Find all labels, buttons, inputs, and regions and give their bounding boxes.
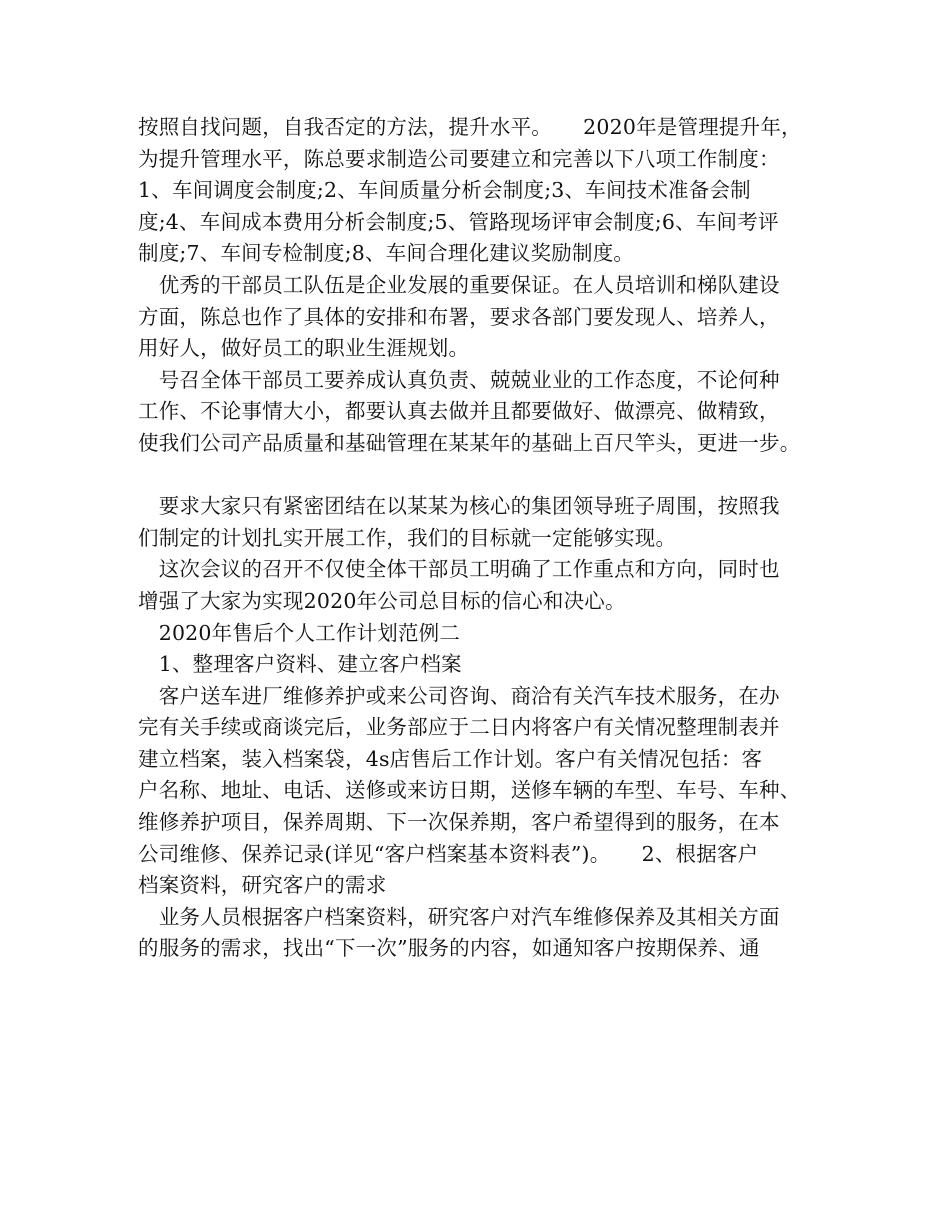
text-line: 为提升管理水平，陈总要求制造公司要建立和完善以下八项工作制度： xyxy=(138,146,780,171)
text-line: 档案资料，研究客户的需求 xyxy=(138,873,387,898)
text-line: 这次会议的召开不仅使全体干部员工明确了工作重点和方向，同时也 xyxy=(138,557,780,582)
text-line: 完有关手续或商谈完后，业务部应于二日内将客户有关情况整理制表并 xyxy=(138,715,780,740)
text-line: 建立档案，装入档案袋，4s店售后工作计划。客户有关情况包括：客 xyxy=(138,746,763,771)
text-line: 公司维修、保养记录(详见“客户档案基本资料表”)。 2、根据客户 xyxy=(138,841,759,866)
text-line: 用好人，做好员工的职业生涯规划。 xyxy=(138,336,470,361)
text-line: 号召全体干部员工要养成认真负责、兢兢业业的工作态度，不论何种 xyxy=(138,367,780,392)
text-line: 工作、不论事情大小，都要认真去做并且都要做好、做漂亮、做精致， xyxy=(138,399,780,424)
subsection-heading: 1、整理客户资料、建立客户档案 xyxy=(138,652,462,677)
blank-line xyxy=(138,460,838,492)
text-line: 方面，陈总也作了具体的安排和布署，要求各部门要发现人、培养人， xyxy=(138,304,780,329)
text-line: 1、车间调度会制度;2、车间质量分析会制度;3、车间技术准备会制 xyxy=(138,178,751,203)
text-line: 使我们公司产品质量和基础管理在某某年的基础上百尺竿头，更进一步。 xyxy=(138,430,801,455)
text-line: 增强了大家为实现2020年公司总目标的信心和决心。 xyxy=(138,588,626,613)
text-line: 要求大家只有紧密团结在以某某为核心的集团领导班子周围，按照我 xyxy=(138,494,780,519)
document-body xyxy=(138,112,838,965)
text-line: 客户送车进厂维修养护或来公司咨询、商洽有关汽车技术服务，在办 xyxy=(138,683,780,708)
text-line: 度;4、车间成本费用分析会制度;5、管路现场评审会制度;6、车间考评 xyxy=(138,209,779,234)
text-line: 们制定的计划扎实开展工作，我们的目标就一定能够实现。 xyxy=(138,525,677,550)
text-line: 户名称、地址、电话、送修或来访日期，送修车辆的车型、车号、车种、 xyxy=(138,778,801,803)
section-heading: 2020年售后个人工作计划范例二 xyxy=(138,620,461,645)
text-line: 业务人员根据客户档案资料，研究客户对汽车维修保养及其相关方面 xyxy=(138,904,780,929)
text-line: 优秀的干部员工队伍是企业发展的重要保证。在人员培训和梯队建设 xyxy=(138,272,780,297)
text-line: 按照自找问题，自我否定的方法，提升水平。 2020年是管理提升年， xyxy=(138,115,802,139)
text-line: 的服务的需求，找出“下一次”服务的内容，如通知客户按期保养、通 xyxy=(138,936,760,961)
text-line: 维修养护项目，保养周期、下一次保养期，客户希望得到的服务，在本 xyxy=(138,810,780,835)
text-line: 制度;7、车间专检制度;8、车间合理化建议奖励制度。 xyxy=(138,241,635,266)
